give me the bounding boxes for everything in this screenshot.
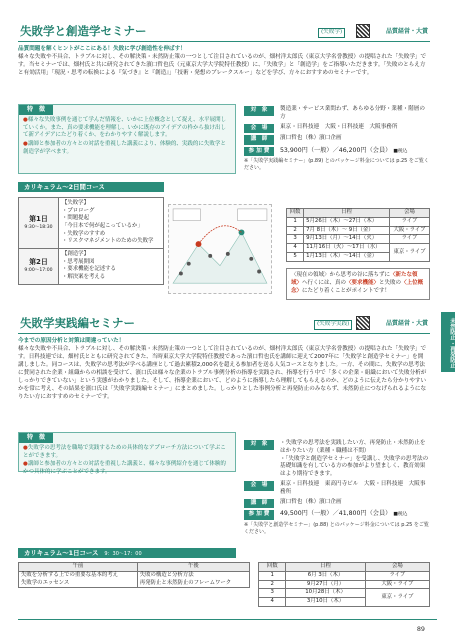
section1-title-bar bbox=[18, 22, 430, 42]
section2-intro-text: 様々な失敗や不具合、トラブルに対し、その解決策・未然防止策の一つとして注目されているのが、畑村洋太郎氏（東京大学名誉教授）の提唱された「失敗学」です。日科技連では、畑村氏とともに研究されてきた、当時東京大学大学院特任教授であった濱口哲也氏を講師に迎えて2007年に「失敗学と創造学セミナー」を開講しました。同コースは、失敗学の思考法が学べる講座として過去累積2,000名を超える参加者を送る人気コースとなりました。一方、その間に、失敗学の思考法に賛同された企業・組織からの相談を受けて、濱口氏は様々な企業のトラブル事例分析の指導を実践され、指導を行う中で「多くの企業・組織において失敗分析がしっかりできていない」という実態がわかりました。そして、指導企業において、どのように指導したら理解してもらえるのか、どのように伝えたら分かりやすいかを常に考え、その結果を濱口氏は「失敗学実践編セミナー」にまとめました。しっかりとした事例分析と再発防止のみならず、未然防止につなげられるようになりたい方におすすめのセミナーです。 bbox=[18, 345, 427, 400]
fee-value: 49,500円（一般）／41,800円（会員） bbox=[280, 510, 392, 518]
schedule-row: 1 5月26日（木）～27日（木） ライブ bbox=[287, 217, 430, 226]
footer-rule bbox=[18, 619, 437, 620]
qr-code-icon[interactable] bbox=[356, 316, 370, 330]
schedule-row: 1 6月 3日（木） ライブ bbox=[259, 571, 430, 580]
curriculum-header: 午前 bbox=[19, 563, 138, 572]
target-label: 対 象 bbox=[244, 440, 274, 450]
section1-features bbox=[18, 104, 236, 174]
section2-features bbox=[18, 432, 236, 476]
day1-content: 【失敗学】 ・プロローグ ・問題提起 「今日本で何が起こっているか」 ・失敗学のすすめ ・リスクマネジメントのための失敗学 bbox=[59, 198, 164, 249]
schedule-row: 2 9月27日（月） 大阪・ライブ bbox=[259, 580, 430, 589]
side-index-tab[interactable]: 未然防止・再発防止 bbox=[441, 312, 455, 372]
schedule-row: 2 7月 8日（木）～ 9日（金） 大阪・ライブ bbox=[287, 226, 430, 235]
curriculum-header: 午後 bbox=[137, 563, 249, 572]
features-heading: 特 徴 bbox=[19, 105, 53, 115]
schedule-row: 4 3月10日（木） bbox=[259, 598, 430, 607]
section2-info bbox=[244, 440, 430, 535]
curriculum-time: 9：30～17：00 bbox=[104, 551, 142, 557]
day2-cell: 第2日 9:00～17:00 bbox=[19, 249, 59, 285]
schedule-header: 回数 bbox=[287, 209, 304, 218]
schedule-header: 会場 bbox=[389, 209, 429, 218]
schedule-row: 5 1月13日（木）～14日（金） bbox=[287, 253, 430, 262]
target-label: 対 象 bbox=[244, 106, 274, 116]
schedule-row: 3 9月13日（月）～14日（火） ライブ bbox=[287, 235, 430, 244]
tax-mark: ■税込 bbox=[393, 148, 408, 154]
lecturer-label: 講 師 bbox=[244, 499, 274, 509]
section2-schedule-table bbox=[258, 562, 430, 607]
section1-schedule-table bbox=[286, 208, 430, 262]
schedule-header: 日程 bbox=[304, 209, 390, 218]
feature-item: ●失敗学の思考法を職場で実践するための具体的なアプローチ方法について学ぶことができます。 bbox=[23, 445, 226, 459]
section2-category: 品質経営・大賞 bbox=[385, 320, 428, 327]
fee-note: ※「失敗学実践編セミナー」(p.89) とのパッケージ料金については p.25 をご覧ください。 bbox=[244, 158, 429, 172]
fee-label: 参 加 費 bbox=[244, 510, 274, 520]
section2-curriculum-bar bbox=[18, 548, 236, 558]
feature-item: ●講師と参加者の方々との対話を重視した講義により、体験的、実践的に失敗学と創造学が学べます。 bbox=[23, 141, 226, 155]
venue-value: 東京・日科技連 東高円寺ビル 大阪・日科技連 大阪事務所 bbox=[280, 481, 426, 495]
feature-item: ●様々な失敗事例を通じて学んだ情報を、いかに上位概念として捉え、水平展開していくか。また、真の要求機能を理解し、いかに既存のアイデアの枠から抜け出して新アイデアにたどり着くか、をわかりやすく解説します。 bbox=[23, 117, 227, 139]
day1-cell: 第1日 9:30～18:30 bbox=[19, 198, 59, 249]
section1-lead: 品質問題を解くヒントがここにある！失敗に学び創造性を伸ばす！ bbox=[18, 46, 186, 52]
section1-callout: 〈現在の領域〉から思考の谷に落ちずに〈新たな領域〉へ行くには、真の〈要求機能〉と失敗の〈上位概念〉にたどり着くことがポイントです！ bbox=[286, 268, 430, 300]
curriculum-title: カリキュラム～1日コース bbox=[24, 549, 99, 557]
curriculum-row: 失敗を分析する上での重要な基本的考え 失敗学のエッセンス 失敗の構造と分析方法 再発防止と未然防止のフレームワーク bbox=[19, 571, 250, 588]
tax-mark: ■税込 bbox=[393, 512, 408, 518]
schedule-header: 回数 bbox=[259, 563, 286, 572]
section1-curriculum-table bbox=[18, 197, 164, 285]
thinking-diagram bbox=[168, 204, 272, 294]
section1-info bbox=[244, 106, 430, 172]
schedule-header: 日程 bbox=[286, 563, 365, 572]
feature-item: ●講師と参加者の方々との対話を重視した講義と、様々な事例紹介を通じて体験的かつ具体的に学ぶことができます。 bbox=[23, 461, 226, 476]
venue-value: 東京・日科技連 大阪・日科技連 大阪事務所 bbox=[280, 123, 398, 130]
schedule-header: 会場 bbox=[365, 563, 429, 572]
venue-label: 会 場 bbox=[244, 124, 274, 134]
lecturer-label: 講 師 bbox=[244, 135, 274, 145]
section2-badge: (失敗学実践) bbox=[314, 320, 352, 330]
qr-code-icon[interactable] bbox=[356, 24, 370, 38]
section2-curriculum-table bbox=[18, 562, 250, 588]
section1-intro bbox=[18, 46, 430, 98]
section2-title-bar bbox=[18, 314, 430, 334]
section1-badge: (失敗学) bbox=[318, 28, 345, 38]
fee-value: 53,900円（一般）／46,200円（会員） bbox=[280, 146, 392, 154]
section1-title: 失敗学と創造学セミナー bbox=[20, 24, 147, 38]
section1-intro-text: 様々な失敗や不具合、トラブルに対し、その解決策・未然防止策の一つとして注目されているのが、畑村洋太郎氏（東京大学名誉教授）の提唱された「失敗学」です。当セミナーでは、畑村氏と共に研究されてきた濱口哲也氏（元東京大学大学院特任教授）に、「失敗学」と「創造学」をご指導いただきます。「失敗のとらえ方と有効活用」「現況・思考の転換による『気づき』と『創造』」「技術・発想のブレークスルー」などを学び、方々におすすめのセミナーです。 bbox=[18, 53, 427, 76]
section1-category: 品質経営・大賞 bbox=[385, 28, 428, 35]
section2-title: 失敗学実践編セミナー bbox=[20, 316, 135, 330]
target-value: 製造業・サービス業問わず、あらゆる分野・業種・階層の方 bbox=[280, 106, 425, 120]
venue-label: 会 場 bbox=[244, 481, 274, 491]
lecturer-value: 濱口哲也（株）濱口企画 bbox=[280, 135, 342, 142]
fee-note: ※「失敗学と創造学セミナー」(p.88) とのパッケージ料金については p.25 をご覧ください。 bbox=[244, 521, 429, 535]
page-number: 89 bbox=[416, 625, 425, 634]
section2-lead: 今までの原因分析と対策は間違っていた！ bbox=[18, 338, 125, 344]
day2-content: 【創造学】 ・思考展開図 ・要求機能を記述する ・解決案を考える bbox=[59, 249, 164, 285]
schedule-row: 4 11月16日（火）～17日（水） 東京・ライブ bbox=[287, 244, 430, 253]
target-value: ・失敗学の思考法を実践したい方、再発防止・未然防止をはかりたい方（業種・職種は不問） ・「失敗学と創造学セミナー」を受講し、失敗学の思考法の基礎知識を有している方の参加がより望ましく、教育効果はより期待できます。 bbox=[280, 440, 429, 478]
curriculum-title: カリキュラム～2日間コース bbox=[24, 183, 105, 191]
schedule-row: 3 10月28日（木） 東京・ライブ bbox=[259, 589, 430, 598]
features-heading: 特 徴 bbox=[19, 433, 53, 443]
section2-intro bbox=[18, 338, 428, 424]
fee-label: 参 加 費 bbox=[244, 147, 274, 157]
lecturer-value: 濱口哲也（株）濱口企画 bbox=[280, 498, 342, 505]
section1-curriculum-bar bbox=[18, 182, 164, 192]
